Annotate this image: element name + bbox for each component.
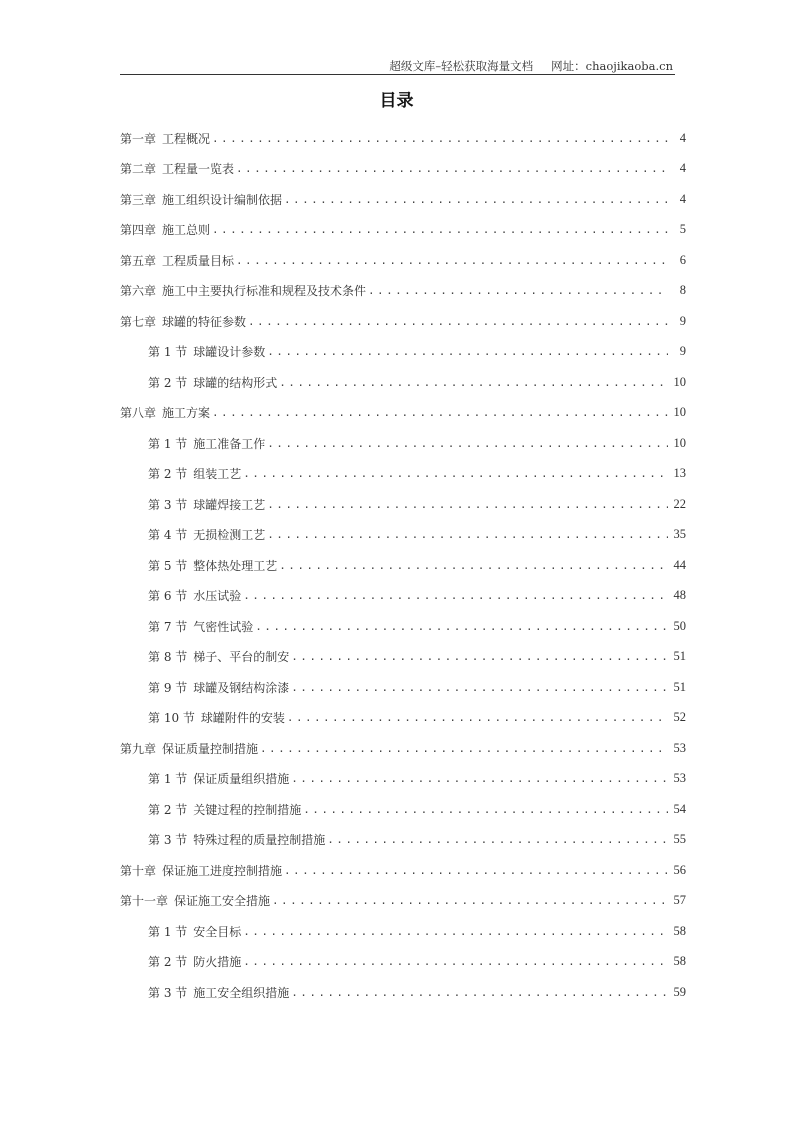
toc-page-number: 51 [673,649,686,664]
toc-chapter-entry[interactable] [120,276,686,307]
toc-entry-title: 球罐的结构形式 [193,375,278,390]
toc-dot-leader [279,376,668,389]
header-url-text: 网址：chaojikaoba.cn [551,59,673,73]
toc-dot-leader [236,162,668,175]
toc-chapter-entry[interactable] [120,855,686,886]
toc-page-number: 5 [679,222,686,237]
toc-entry-title: 关键过程的控制措施 [193,802,302,817]
toc-page-number: 13 [673,466,686,481]
toc-entry-label [148,953,241,970]
toc-entry-number: 第 2 节 [148,375,188,390]
toc-section-entry[interactable] [120,794,686,825]
toc-entry-number: 第 8 节 [148,650,188,665]
toc-page-number: 55 [673,832,686,847]
toc-entry-label [148,679,289,696]
toc-dot-leader [248,315,668,328]
toc-page-number: 57 [673,893,686,908]
toc-entry-label [120,252,234,269]
toc-entry-title: 特殊过程的质量控制措施 [193,833,326,848]
toc-dot-leader [368,284,668,297]
toc-page-number: 8 [679,283,686,298]
toc-entry-number: 第 9 节 [148,680,188,695]
toc-section-entry[interactable] [120,459,686,490]
toc-entry-label [148,465,241,482]
toc-chapter-entry[interactable] [120,154,686,185]
toc-page-number: 4 [679,191,686,206]
toc-entry-label [120,862,282,879]
toc-entry-label [120,892,270,909]
toc-dot-leader [327,833,668,846]
toc-page-number: 53 [673,771,686,786]
toc-section-entry[interactable] [120,947,686,978]
toc-page-number: 51 [673,679,686,694]
toc-entry-title: 组装工艺 [193,467,242,482]
toc-dot-leader [212,223,668,236]
toc-entry-title: 工程概况 [162,131,211,146]
toc-page-number: 4 [679,161,686,176]
toc-page-number: 35 [673,527,686,542]
toc-entry-title: 保证施工安全措施 [174,894,271,909]
toc-entry-label [148,984,289,1001]
toc-entry-label [148,923,241,940]
toc-chapter-entry[interactable] [120,398,686,429]
toc-page-number: 48 [673,588,686,603]
toc-entry-title: 梯子、平台的制安 [193,650,290,665]
toc-title: 目录 [379,91,414,111]
toc-page-number: 58 [673,923,686,938]
toc-page-number: 9 [679,344,686,359]
toc-entry-number: 第 1 节 [148,772,188,787]
toc-section-entry[interactable] [120,642,686,673]
toc-entry-label [148,801,301,818]
toc-page-number: 54 [673,801,686,816]
table-of-contents [120,123,686,1008]
toc-chapter-entry[interactable] [120,123,686,154]
toc-entry-title: 无损检测工艺 [193,528,266,543]
toc-section-entry[interactable] [120,428,686,459]
toc-entry-title: 工程量一览表 [162,162,235,177]
toc-entry-number: 第 1 节 [148,436,188,451]
toc-entry-title: 施工安全组织措施 [193,985,290,1000]
toc-page-number: 10 [673,405,686,420]
toc-dot-leader [267,345,668,358]
toc-page-number: 59 [673,984,686,999]
toc-page-number: 58 [673,954,686,969]
toc-entry-title: 水压试验 [193,589,242,604]
header-text [389,58,673,74]
toc-section-entry[interactable] [120,611,686,642]
toc-page-number: 44 [673,557,686,572]
toc-entry-number: 第二章 [120,162,157,177]
toc-entry-label [148,374,277,391]
toc-entry-number: 第十章 [120,863,157,878]
toc-entry-label [148,709,285,726]
toc-page-number: 53 [673,740,686,755]
toc-entry-number: 第 1 节 [148,345,188,360]
toc-dot-leader [260,742,668,755]
toc-dot-leader [255,620,668,633]
toc-dot-leader [303,803,668,816]
toc-dot-leader [243,467,668,480]
toc-entry-number: 第八章 [120,406,157,421]
toc-dot-leader [291,681,668,694]
toc-chapter-entry[interactable] [120,733,686,764]
toc-entry-label [148,343,265,360]
toc-entry-number: 第九章 [120,741,157,756]
toc-dot-leader [212,132,668,145]
toc-page-number: 56 [673,862,686,877]
toc-entry-number: 第 10 节 [148,711,195,726]
toc-entry-label [120,313,246,330]
toc-section-entry[interactable] [120,764,686,795]
toc-entry-title: 施工准备工作 [193,436,266,451]
toc-entry-label [120,191,282,208]
toc-dot-leader [291,772,668,785]
toc-dot-leader [243,925,668,938]
toc-entry-number: 第 2 节 [148,467,188,482]
toc-page-number: 9 [679,313,686,328]
toc-dot-leader [267,437,668,450]
toc-entry-title: 施工方案 [162,406,211,421]
toc-entry-number: 第六章 [120,284,157,299]
toc-dot-leader [279,559,668,572]
toc-dot-leader [236,254,668,267]
toc-entry-label [148,770,289,787]
toc-dot-leader [243,955,668,968]
toc-entry-title: 施工组织设计编制依据 [162,192,283,207]
toc-entry-title: 施工中主要执行标准和规程及技术条件 [162,284,367,299]
toc-entry-label [120,160,234,177]
toc-entry-title: 保证质量组织措施 [193,772,290,787]
toc-entry-number: 第 3 节 [148,833,188,848]
toc-entry-label [120,282,366,299]
toc-entry-label [148,435,265,452]
toc-entry-title: 防火措施 [193,955,242,970]
toc-chapter-entry[interactable] [120,886,686,917]
toc-entry-number: 第 2 节 [148,955,188,970]
toc-entry-number: 第四章 [120,223,157,238]
toc-section-entry[interactable] [120,916,686,947]
toc-entry-number: 第 7 节 [148,619,188,634]
toc-entry-title: 球罐的特征参数 [162,314,247,329]
toc-entry-title: 工程质量目标 [162,253,235,268]
toc-section-entry[interactable] [120,581,686,612]
toc-page-number: 10 [673,435,686,450]
toc-dot-leader [291,650,668,663]
toc-section-entry[interactable] [120,520,686,551]
toc-page-number: 50 [673,618,686,633]
toc-entry-label [148,831,325,848]
toc-entry-number: 第一章 [120,131,157,146]
toc-entry-label [148,618,253,635]
toc-entry-number: 第三章 [120,192,157,207]
toc-entry-number: 第七章 [120,314,157,329]
toc-entry-number: 第 3 节 [148,497,188,512]
toc-section-entry[interactable] [120,977,686,1008]
toc-entry-title: 保证质量控制措施 [162,741,259,756]
toc-dot-leader [212,406,668,419]
toc-entry-number: 第 6 节 [148,589,188,604]
toc-dot-leader [267,528,668,541]
toc-entry-title: 球罐设计参数 [193,345,266,360]
toc-dot-leader [272,894,668,907]
toc-page-number: 22 [673,496,686,511]
toc-entry-label [148,587,241,604]
toc-chapter-entry[interactable] [120,184,686,215]
toc-entry-number: 第十一章 [120,894,169,909]
toc-entry-label [120,130,210,147]
toc-entry-title: 整体热处理工艺 [193,558,278,573]
toc-dot-leader [243,589,668,602]
toc-chapter-entry[interactable] [120,215,686,246]
toc-section-entry[interactable] [120,550,686,581]
toc-chapter-entry[interactable] [120,306,686,337]
page-header [120,58,675,75]
toc-dot-leader [267,498,668,511]
toc-chapter-entry[interactable] [120,245,686,276]
toc-page-number: 52 [673,710,686,725]
toc-entry-title: 球罐及钢结构涂漆 [193,680,290,695]
toc-entry-title: 施工总则 [162,223,211,238]
toc-entry-title: 保证施工进度控制措施 [162,863,283,878]
toc-entry-label [148,557,277,574]
toc-entry-label [148,526,265,543]
toc-entry-number: 第 4 节 [148,528,188,543]
toc-dot-leader [284,864,668,877]
toc-page-number: 4 [679,130,686,145]
toc-section-entry[interactable] [120,367,686,398]
toc-entry-label [120,221,210,238]
toc-entry-label [120,740,258,757]
toc-page-number: 10 [673,374,686,389]
toc-entry-title: 球罐附件的安装 [200,711,285,726]
toc-entry-number: 第 5 节 [148,558,188,573]
toc-section-entry[interactable] [120,672,686,703]
toc-dot-leader [291,986,668,999]
toc-entry-label [148,648,289,665]
header-site-text: 超级文库–轻松获取海量文档 [389,59,534,73]
toc-entry-number: 第 2 节 [148,802,188,817]
toc-section-entry[interactable] [120,337,686,368]
toc-section-entry[interactable] [120,703,686,734]
toc-entry-label [120,404,210,421]
toc-entry-number: 第 3 节 [148,985,188,1000]
toc-entry-number: 第五章 [120,253,157,268]
toc-entry-number: 第 1 节 [148,924,188,939]
toc-dot-leader [287,711,668,724]
toc-dot-leader [284,193,668,206]
toc-entry-title: 气密性试验 [193,619,254,634]
toc-entry-title: 安全目标 [193,924,242,939]
toc-entry-label [148,496,265,513]
toc-section-entry[interactable] [120,825,686,856]
toc-entry-title: 球罐焊接工艺 [193,497,266,512]
toc-page-number: 6 [679,252,686,267]
toc-section-entry[interactable] [120,489,686,520]
